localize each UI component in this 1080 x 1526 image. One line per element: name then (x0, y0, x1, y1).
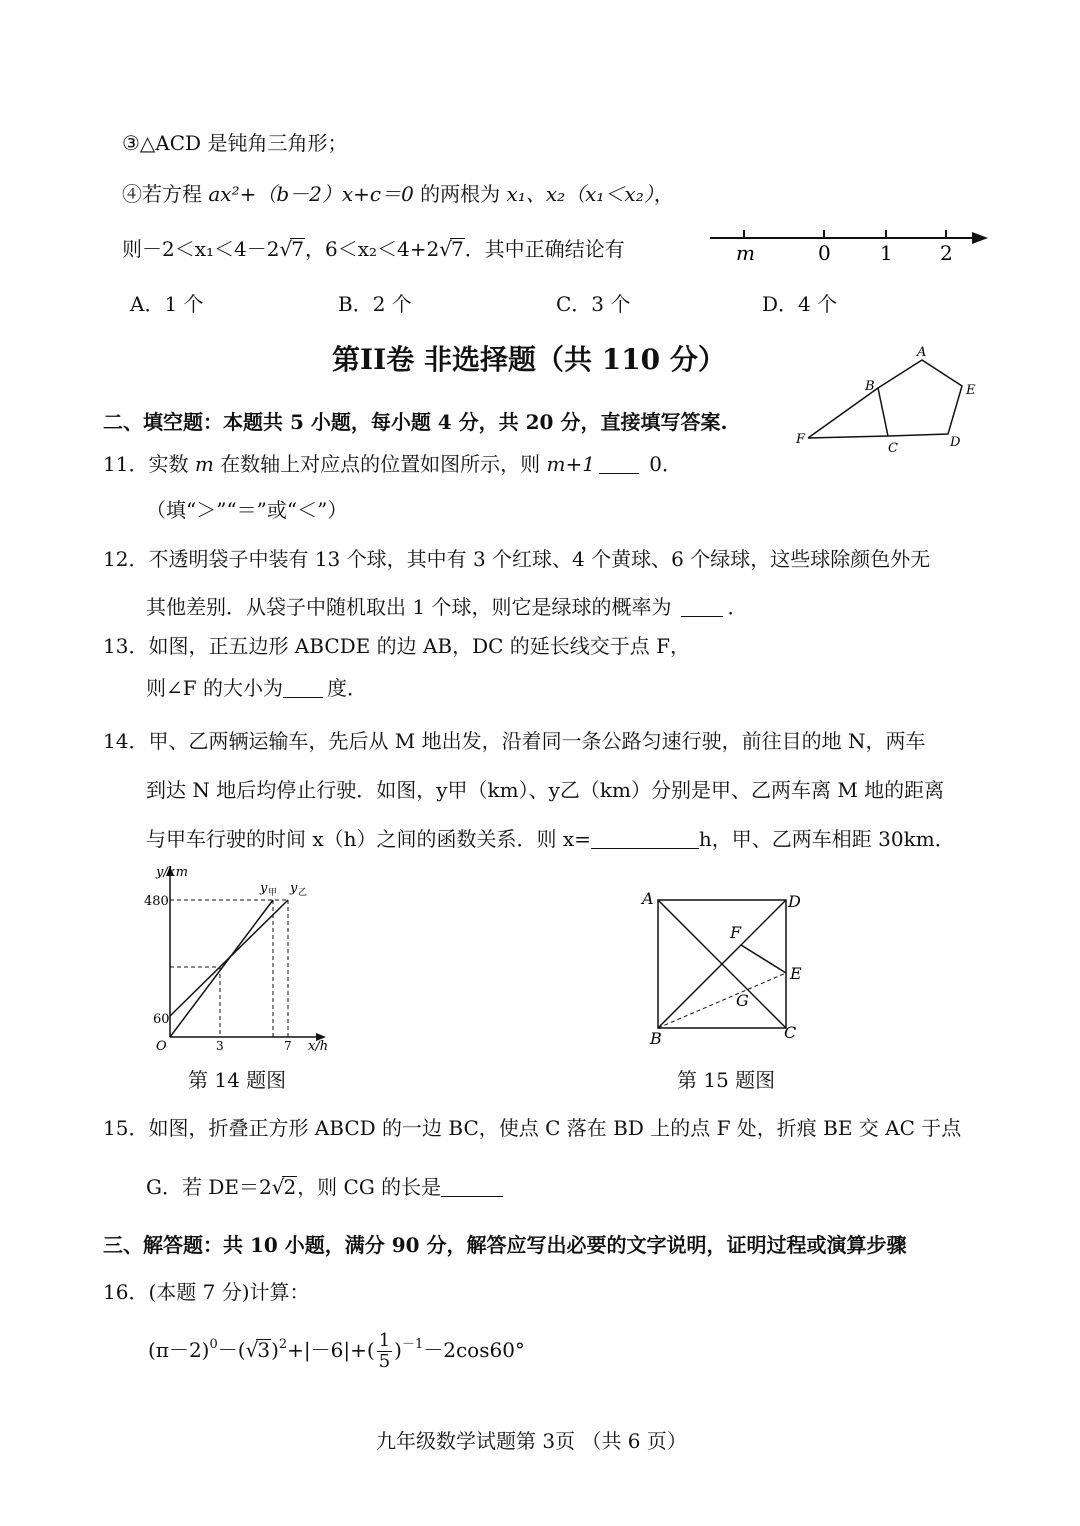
pentagon-abcde (878, 360, 962, 436)
q11-text-a: 11．实数 (103, 452, 195, 476)
q14-line1: 14．甲、乙两辆运输车，先后从 M 地出发，沿着同一条公路匀速行驶，前往目的地 N，两车 (103, 729, 926, 753)
q16-f-b: －( (217, 1338, 246, 1362)
fig14-label-jia-sub: 甲 (268, 888, 278, 898)
q10-item4-mid: 的两根为 (413, 182, 507, 206)
line-fc (808, 436, 888, 438)
q16-frac-den: 5 (378, 1351, 391, 1372)
pt-c: C (888, 441, 898, 456)
q12-blank[interactable] (681, 596, 723, 617)
q10-line3-b: ，6＜x₂＜4+2 (304, 237, 440, 261)
sqrt-7b: 7 (450, 237, 464, 261)
fig15-pt-e: E (790, 964, 802, 983)
q11-hint: （填“＞”“＝”或“＜”） (146, 498, 348, 522)
pt-a: A (917, 345, 927, 360)
label-1: 1 (880, 241, 893, 265)
q14-line3-a: 与甲车行驶的时间 x（h）之间的函数关系．则 x= (146, 827, 591, 851)
fig14-line-jia (170, 900, 273, 1037)
q10-item4 (122, 181, 674, 207)
sqrt-2: 2 (283, 1175, 297, 1199)
fig14-line-yi (170, 900, 288, 1016)
line-fb (808, 388, 878, 438)
q10-line3-c: ．其中正确结论有 (464, 237, 625, 261)
q11-text-b: 在数轴上对应点的位置如图所示，则 (213, 452, 547, 476)
q16-sqrt-3: 3 (257, 1338, 271, 1362)
q14-line3-b: h，甲、乙两车相距 30km． (698, 827, 955, 851)
q15-line1: 15．如图，折叠正方形 ABCD 的一边 BC，使点 C 落在 BD 上的点 F 处，折痕 BE 交 AC 于点 (103, 1116, 962, 1140)
option-b: B．2 个 (338, 292, 412, 316)
q16-f-b-close: ) (271, 1338, 279, 1362)
pt-e: E (966, 383, 976, 398)
fig15-square (636, 886, 836, 1056)
q13-line2-text: 则∠F 的大小为 (146, 676, 283, 700)
pt-f: F (796, 432, 806, 447)
option-a: A．1 个 (130, 292, 204, 316)
q16-f-exp2: －1 (401, 1337, 424, 1352)
section3-header: 三、解答题：共 10 小题，满分 90 分，解答应写出必要的文字说明，证明过程或演算步骤 (103, 1233, 907, 1257)
q16-formula: $(\pi-2)^0-(√3)^2+|-6|+$( $\frac{1}{5}$ )$^{-1}$－2cos60° (148, 1330, 525, 1372)
part2-title: 第II卷 非选择题（共 110 分） (332, 343, 726, 376)
fig14-xlabel: x/h (308, 1039, 329, 1054)
q12-line2-text: 其他差别．从袋子中随机取出 1 个球，则它是绿球的概率为 (146, 595, 672, 619)
q10-line3: 则－2＜x₁＜4－2√7，6＜x₂＜4+2√7．其中正确结论有 (122, 237, 625, 261)
number-line-arrow (972, 232, 988, 244)
q12-line2 (146, 594, 747, 620)
q11-var: m (194, 452, 214, 476)
fig15-pt-c: C (784, 1023, 797, 1042)
q13-blank[interactable] (283, 677, 323, 698)
q14-line2: 到达 N 地后均停止行驶．如图，y甲（km）、y乙（km）分别是甲、乙两车离 M 地的距离 (146, 778, 945, 802)
sqrt-7a: 7 (291, 237, 304, 261)
q15-line2-b: ，则 CG 的长是 (297, 1175, 442, 1199)
fig15-pt-f: F (730, 923, 742, 942)
fig14-tick-60: 60 (153, 1012, 170, 1027)
fig14-tick-7: 7 (284, 1039, 292, 1053)
q13-line2 (146, 675, 367, 701)
option-d: D．4 个 (762, 292, 838, 316)
option-c: C．3 个 (556, 292, 631, 316)
label-m: m (736, 241, 755, 265)
q13-line2-end: 度． (327, 676, 367, 700)
q16-line1: 16．(本题 7 分)计算： (103, 1280, 310, 1304)
label-0: 0 (818, 241, 831, 265)
fig15-pt-a: A (642, 889, 654, 908)
q16-frac-num: 1 (378, 1330, 391, 1351)
q16-f-end: －2cos60° (423, 1338, 525, 1362)
fig15-pt-d: D (788, 892, 801, 911)
q10-item4-end: ， (653, 182, 674, 206)
fig14-tick-3: 3 (216, 1039, 224, 1053)
q11-blank[interactable] (599, 453, 639, 474)
q15-blank[interactable] (441, 1176, 503, 1197)
q10-line3-a: 则－2＜x₁＜4－2 (122, 237, 280, 261)
section2-header: 二、填空题：本题共 5 小题，每小题 4 分，共 20 分，直接填写答案. (103, 410, 728, 434)
label-2: 2 (940, 241, 953, 265)
q11 (103, 451, 682, 477)
q10-item4-roots: x₁、x₂（x₁＜x₂） (506, 182, 654, 206)
q14-line3 (146, 826, 955, 852)
q11-expr: m+1 (546, 452, 595, 476)
fig14-label-jia: y (260, 881, 268, 896)
fig15-pt-b: B (650, 1029, 662, 1048)
q12-line1: 12．不透明袋子中装有 13 个球，其中有 3 个红球、4 个黄球、6 个绿球，这些球除颜色外无 (103, 547, 931, 571)
pentagon-figure (792, 342, 992, 456)
q16-f-c: +|－6|+( (287, 1338, 375, 1362)
q12-line2-end: ． (727, 595, 748, 619)
fig15-line-fe (741, 945, 786, 973)
fig14-ylabel: y/km (156, 865, 188, 880)
q11-text-c: 0． (642, 452, 683, 476)
q15-line2: G．若 DE＝2√2，则 CG 的长是 (146, 1174, 507, 1200)
fig15-caption: 第 15 题图 (677, 1068, 776, 1092)
fig15-dash-be (658, 973, 786, 1028)
pt-d: D (950, 435, 961, 450)
fig14-tick-480: 480 (144, 894, 169, 909)
q14-blank[interactable] (591, 828, 699, 849)
q15-line2-a: G．若 DE＝2 (146, 1175, 272, 1199)
fig15-pt-g: G (736, 991, 749, 1010)
fig14-label-yi-sub: 乙 (298, 888, 308, 898)
fig14-origin: O (156, 1039, 167, 1054)
q13-line1: 13．如图，正五边形 ABCDE 的边 AB，DC 的延长线交于点 F， (103, 634, 691, 658)
q16-f-b-exp: 2 (278, 1337, 288, 1352)
q10-item3: ③△ACD 是钝角三角形； (122, 131, 348, 155)
q16-f-a: (π－2) (148, 1338, 210, 1362)
q16-f-a-exp: 0 (209, 1337, 218, 1352)
pt-b: B (865, 379, 875, 394)
fig14-label-yi: y (290, 881, 298, 896)
q16-fraction (377, 1331, 392, 1372)
q10-item4-prefix: ④若方程 (122, 182, 209, 206)
q16-f-close: ) (394, 1338, 402, 1362)
fig14-graph (144, 862, 350, 1054)
page-footer: 九年级数学试题第 3页 （共 6 页） (376, 1429, 687, 1453)
fig14-caption: 第 14 题图 (188, 1068, 287, 1092)
q10-item4-expr: ax²+（b－2）x+c＝0 (208, 182, 414, 206)
number-line-figure (706, 222, 996, 272)
